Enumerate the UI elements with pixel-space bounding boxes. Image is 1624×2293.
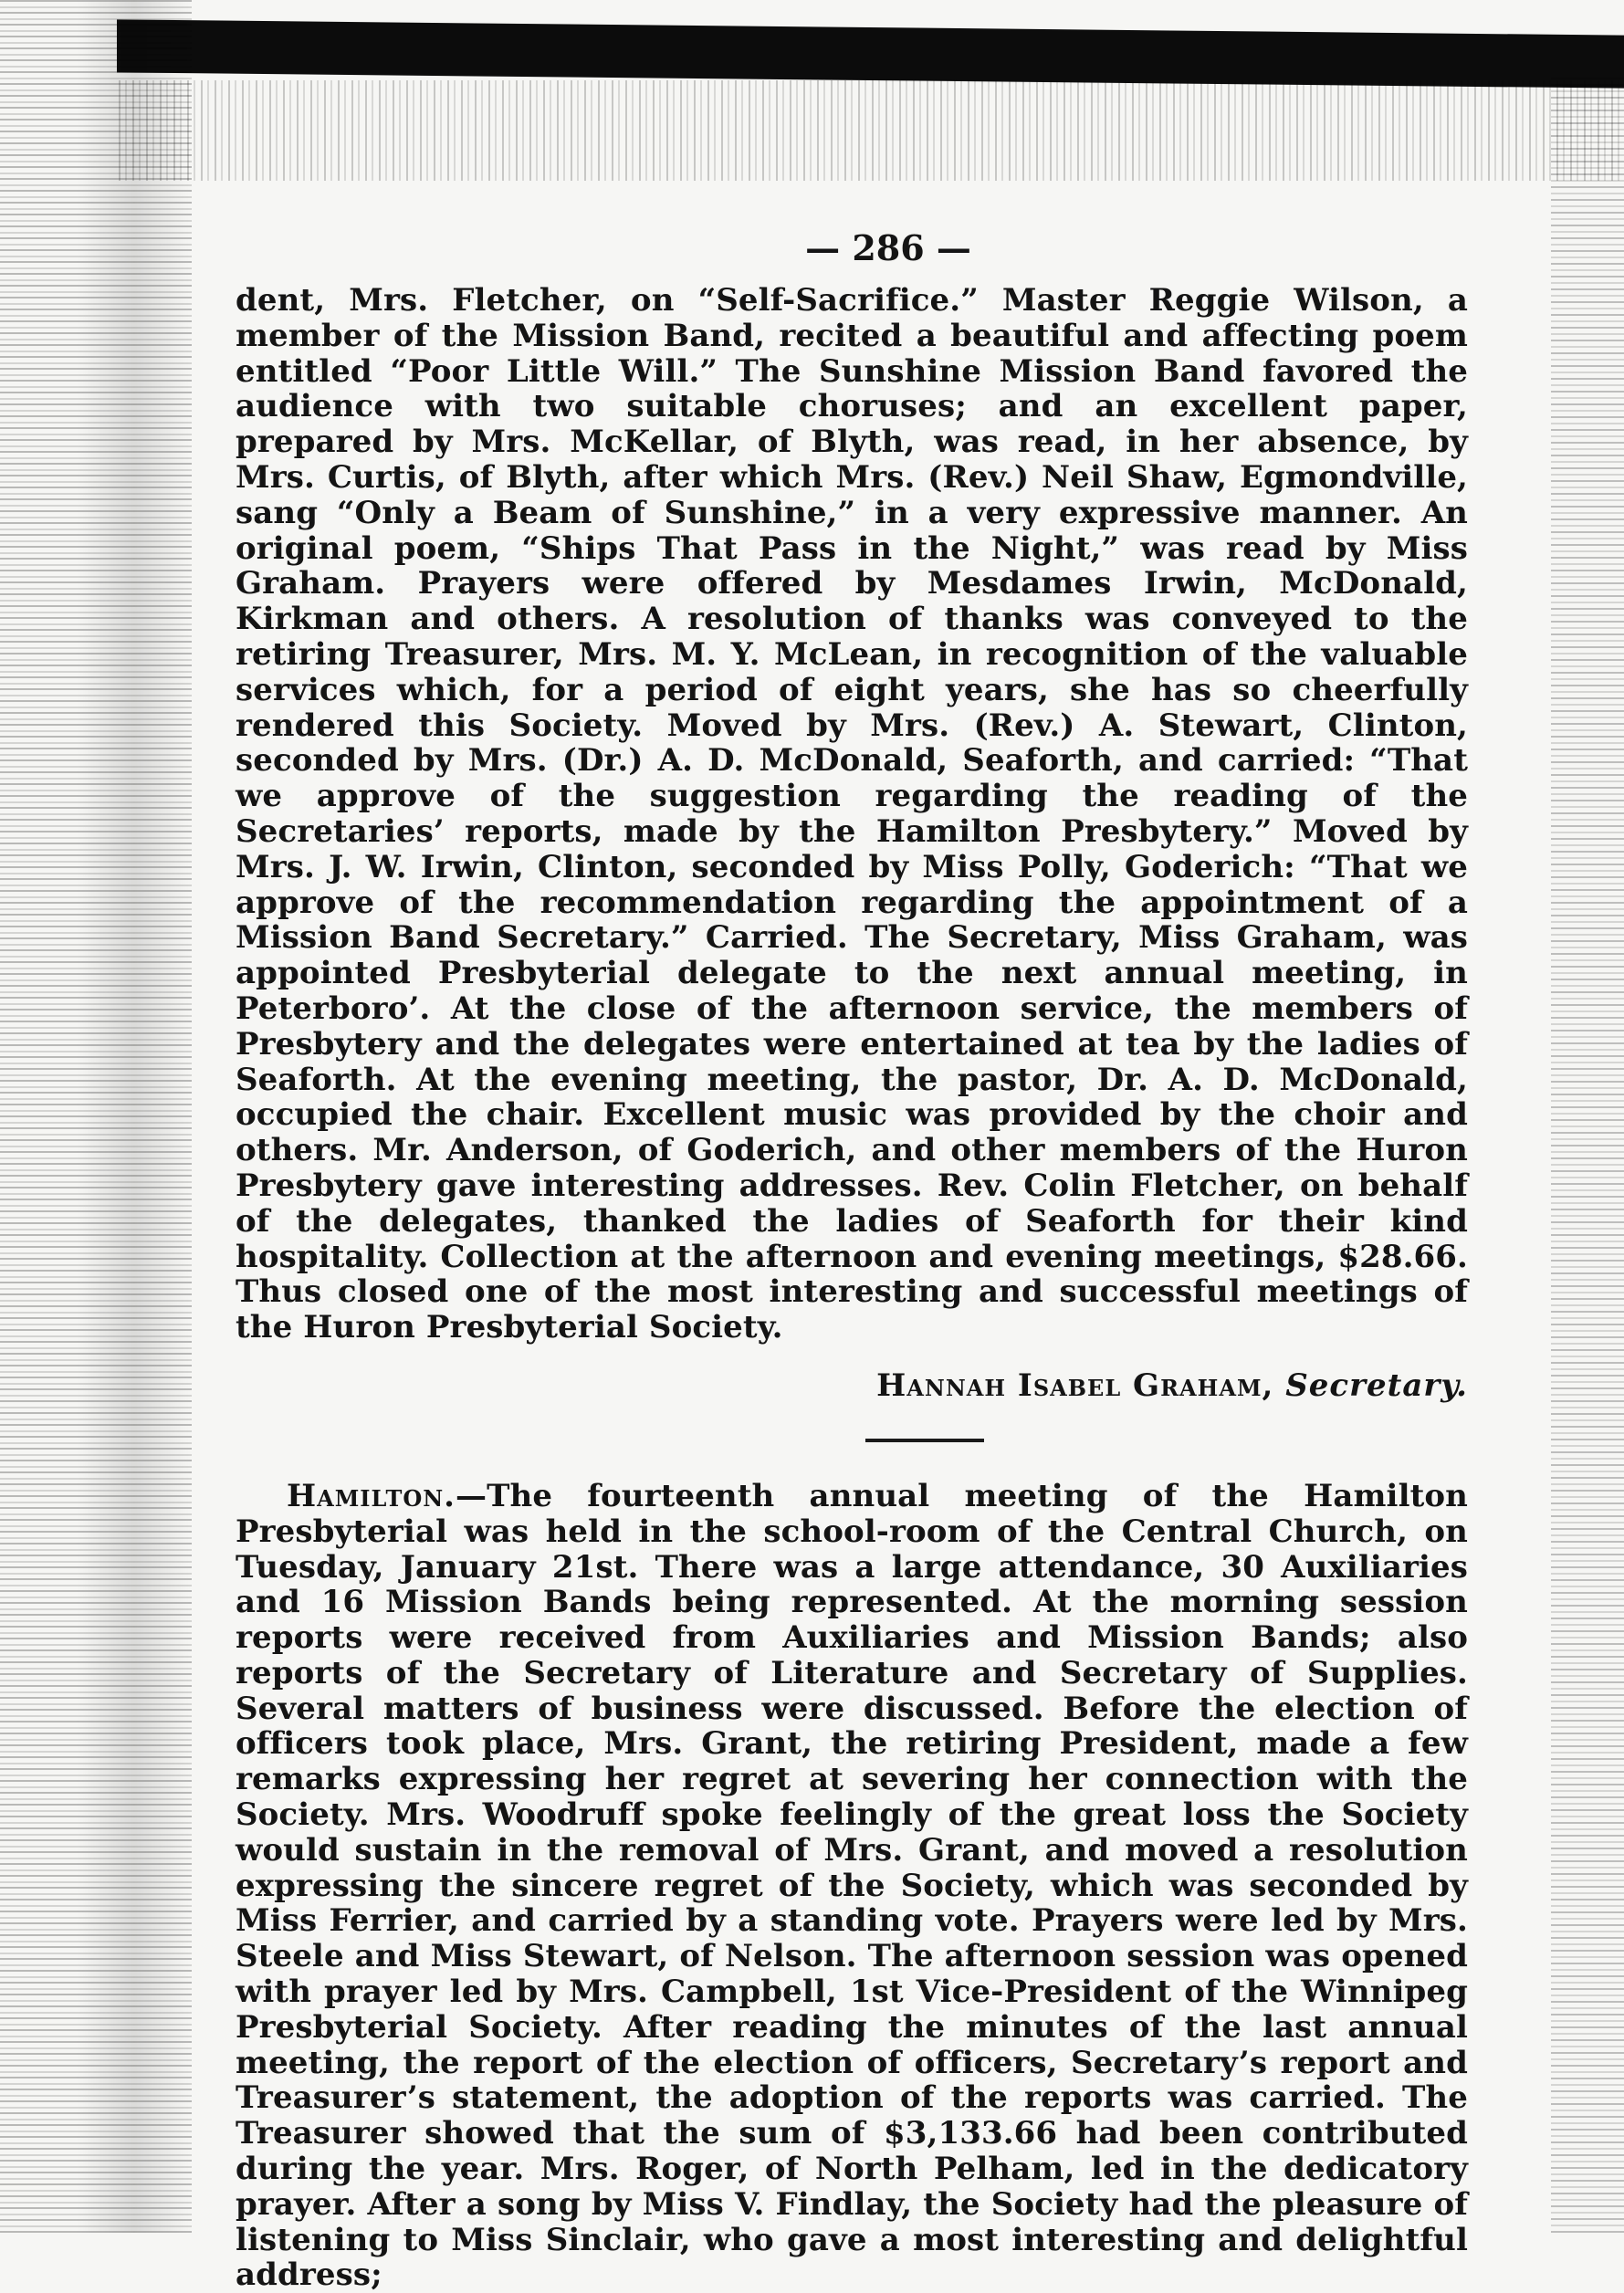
- scan-noise-left-edge: [0, 0, 192, 2233]
- section-lead-hamilton: Hamilton.: [287, 1477, 456, 1514]
- page-number: — 286 —: [805, 227, 971, 268]
- paragraph-hamilton-report: [236, 1479, 1468, 2293]
- paragraph-huron-report: dent, Mrs. Fletcher, on “Self-Sacrifice.” Master Reggie Wilson, a member of the Mission Band, recited a beautiful and affecting poem entitled “Poor Little Will.” The Sunshine Mission Band favored the audience with two suitable choruses; and an excellent paper, prepared by Mrs. McKellar, of Blyth, was read, in her absence, by Mrs. Curtis, of Blyth, after which Mrs. (Rev.) Neil Shaw, Egmondville, sang “Only a Beam of Sunshine,” in a very expressive manner. An original poem, “Ships That Pass in the Night,” was read by Miss Graham. Prayers were offered by Mesdames Irwin, McDonald, Kirkman and others. A resolution of thanks was conveyed to the retiring Treasurer, Mrs. M. Y. McLean, in recognition of the valuable services which, for a period of eight years, she has so cheerfully rendered this Society. Moved by Mrs. (Rev.) A. Stewart, Clinton, seconded by Mrs. (Dr.) A. D. McDonald, Seaforth, and carried: “That we approve of the suggestion regarding the reading of the Secretaries’ reports, made by the Hamilton Presbytery.” Moved by Mrs. J. W. Irwin, Clinton, seconded by Miss Polly, Goderich: “That we approve of the recommendation regarding the appointment of a Mission Band Secretary.” Carried. The Secretary, Miss Graham, was appointed Presbyterial delegate to the next annual meeting, in Peterboro’. At the close of the afternoon service, the members of Presbytery and the delegates were entertained at tea by the ladies of Seaforth. At the evening meeting, the pastor, Dr. A. D. McDonald, occupied the chair. Excellent music was provided by the choir and others. Mr. Anderson, of Goderich, and other members of the Huron Presbytery gave interesting addresses. Rev. Colin Fletcher, on behalf of the delegates, thanked the ladies of Seaforth for their kind hospitality. Collection at the afternoon and evening meetings, $28.66. Thus closed one of the most interesting and successful meetings of the Huron Presbyterial Society.: [236, 282, 1468, 1346]
- paragraph-hamilton-text: —The fourteenth annual meeting of the Hamilton Presbyterial was held in the school-room of the Central Church, on Tuesday, January 21st. There was a large attendance, 30 Auxiliaries and 16 Mission Bands being represented. At the morning session reports were received from Auxiliaries and Mission Bands; also reports of the Secretary of Literature and Secretary of Supplies. Several matters of business were discussed. Before the election of officers took place, Mrs. Grant, the retiring President, made a few remarks expressing her regret at severing her connection with the Society. Mrs. Woodruff spoke feelingly of the great loss the Society would sustain in the removal of Mrs. Grant, and moved a resolution expressing the sincere regret of the Society, which was seconded by Miss Ferrier, and carried by a standing vote. Prayers were led by Mrs. Steele and Miss Stewart, of Nelson. The afternoon session was opened with prayer led by Mrs. Campbell, 1st Vice-President of the Winnipeg Presbyterial Society. After reading the minutes of the last annual meeting, the report of the election of officers, Secretary’s report and Treasurer’s statement, the adoption of the reports was carried. The Treasurer showed that the sum of $3,133.66 had been contributed during the year. Mrs. Roger, of North Pelham, led in the dedicatory prayer. After a song by Miss V. Findlay, the Society had the pleasure of listening to Miss Sinclair, who gave a most interesting and delightful address;: [236, 1477, 1468, 2293]
- scan-noise-top: [119, 80, 1624, 181]
- page-body: [236, 228, 1468, 2293]
- signature-line: [236, 1367, 1468, 1404]
- section-divider: [865, 1439, 984, 1442]
- dark-scan-border-top: [117, 19, 1624, 88]
- signature-name: Hannah Isabel Graham,: [876, 1366, 1274, 1404]
- signature-title: Secretary.: [1285, 1366, 1468, 1404]
- scan-noise-right-edge: [1551, 73, 1624, 2233]
